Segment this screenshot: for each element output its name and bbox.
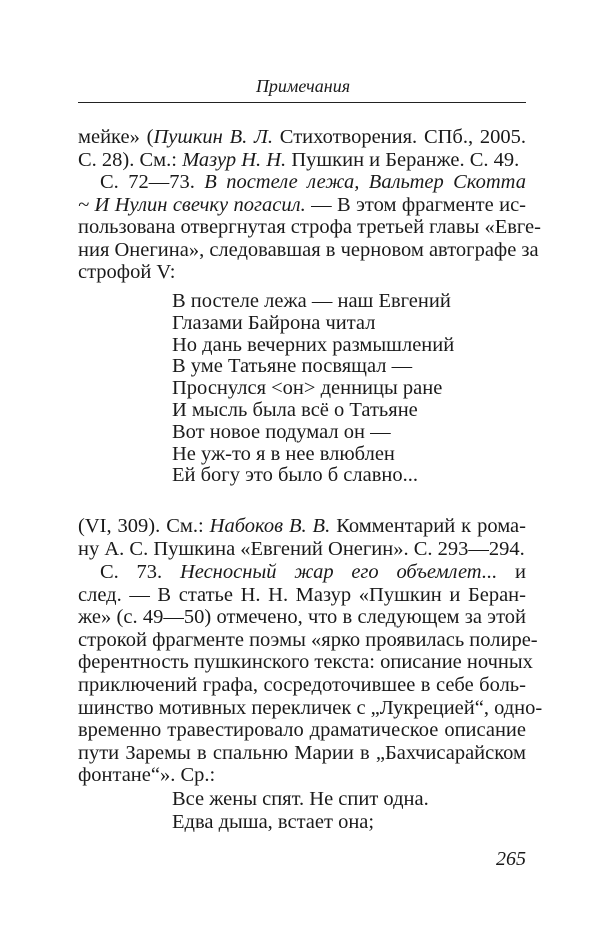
text-line: строкой фрагменте поэмы «ярко проявилась полире- bbox=[78, 628, 538, 651]
verse-line: Ей богу это было б славно... bbox=[172, 464, 419, 487]
text-line bbox=[78, 194, 526, 217]
paragraph-1 bbox=[78, 126, 526, 171]
text-span: Стихотворения. СПб., 2005. bbox=[273, 126, 526, 148]
text-line: ну А. С. Пушкина «Евгений Онегин». С. 293—294. bbox=[78, 537, 525, 560]
paragraph-3 bbox=[78, 515, 526, 560]
verse-line: Вот новое подумал он — bbox=[172, 420, 391, 443]
quote-span: В постеле лежа, Вальтер Скотта bbox=[204, 171, 526, 193]
text-line: временно травестировало драматическое описание bbox=[78, 719, 526, 742]
text-span: — В этом фрагменте ис- bbox=[305, 193, 527, 216]
text-span: С. 28). См.: bbox=[78, 148, 183, 171]
verse-line: Все жены спят. Не спит одна. bbox=[172, 788, 429, 810]
text-line: ния Онегина», следовавшая в черновом автографе за bbox=[78, 238, 539, 261]
text-span: С. 73. bbox=[100, 561, 180, 583]
author-name: Набоков В. В. bbox=[209, 515, 331, 537]
text-line: же» (с. 49—50) отмечено, что в следующем за этой bbox=[78, 606, 526, 629]
text-line bbox=[78, 561, 526, 584]
text-line: след. — В статье Н. Н. Мазур «Пушкин и Беран- bbox=[78, 583, 526, 606]
text-span: Комментарий к рома- bbox=[330, 515, 526, 537]
text-line: строфой V: bbox=[78, 261, 176, 284]
verse-line: Глазами Байрона читал bbox=[172, 311, 376, 334]
text-line bbox=[78, 171, 526, 194]
text-span: (VI, 309). См.: bbox=[78, 515, 210, 537]
text-span: и bbox=[497, 561, 526, 583]
text-line bbox=[78, 149, 526, 172]
text-line bbox=[78, 515, 526, 538]
verse-line: Едва дыша, встает она; bbox=[172, 811, 375, 833]
author-name: Пушкин В. Л. bbox=[153, 126, 274, 148]
text-span: мейке» ( bbox=[78, 126, 154, 148]
running-head: Примечания bbox=[255, 76, 351, 96]
paragraph-4 bbox=[78, 561, 543, 787]
text-line bbox=[78, 126, 526, 149]
quote-span: Несносный жар его объемлет... bbox=[179, 561, 498, 583]
text-line: приключений графа, сосредоточившее в себе боль- bbox=[78, 673, 526, 696]
text-span: Пушкин и Беранже. С. 49. bbox=[286, 148, 520, 171]
verse-line: Не уж-то я в нее влюблен bbox=[172, 442, 395, 465]
text-line: пути Заремы в спальню Марии в „Бахчисарайском bbox=[78, 741, 526, 764]
verse-line: Но дань вечерних размышлений bbox=[172, 333, 455, 356]
author-name: Мазур Н. Н. bbox=[182, 148, 287, 171]
paragraph-2 bbox=[78, 171, 541, 284]
verse-block-2 bbox=[172, 788, 429, 834]
quote-span: ~ И Нулин свечку погасил. bbox=[78, 193, 306, 216]
verse-line: В постеле лежа — наш Евгений bbox=[172, 290, 451, 312]
text-line: ферентность пушкинского текста: описание ночных bbox=[78, 651, 533, 674]
text-line: шинство мотивных перекличек с „Лукрецией“, одно- bbox=[78, 696, 543, 719]
text-line: пользована отвергнутая строфа третьей главы «Евге- bbox=[78, 216, 541, 239]
verse-block-1 bbox=[172, 291, 454, 487]
verse-line: Проснулся <он> денницы ране bbox=[172, 377, 443, 400]
page-number: 265 bbox=[496, 848, 526, 870]
verse-line: В уме Татьяне посвящал — bbox=[172, 355, 413, 378]
text-line: фонтане“». Ср.: bbox=[78, 764, 216, 787]
text-span: С. 72—73. bbox=[100, 171, 205, 193]
verse-line: И мысль была всё о Татьяне bbox=[172, 398, 418, 421]
header-rule bbox=[78, 102, 526, 103]
